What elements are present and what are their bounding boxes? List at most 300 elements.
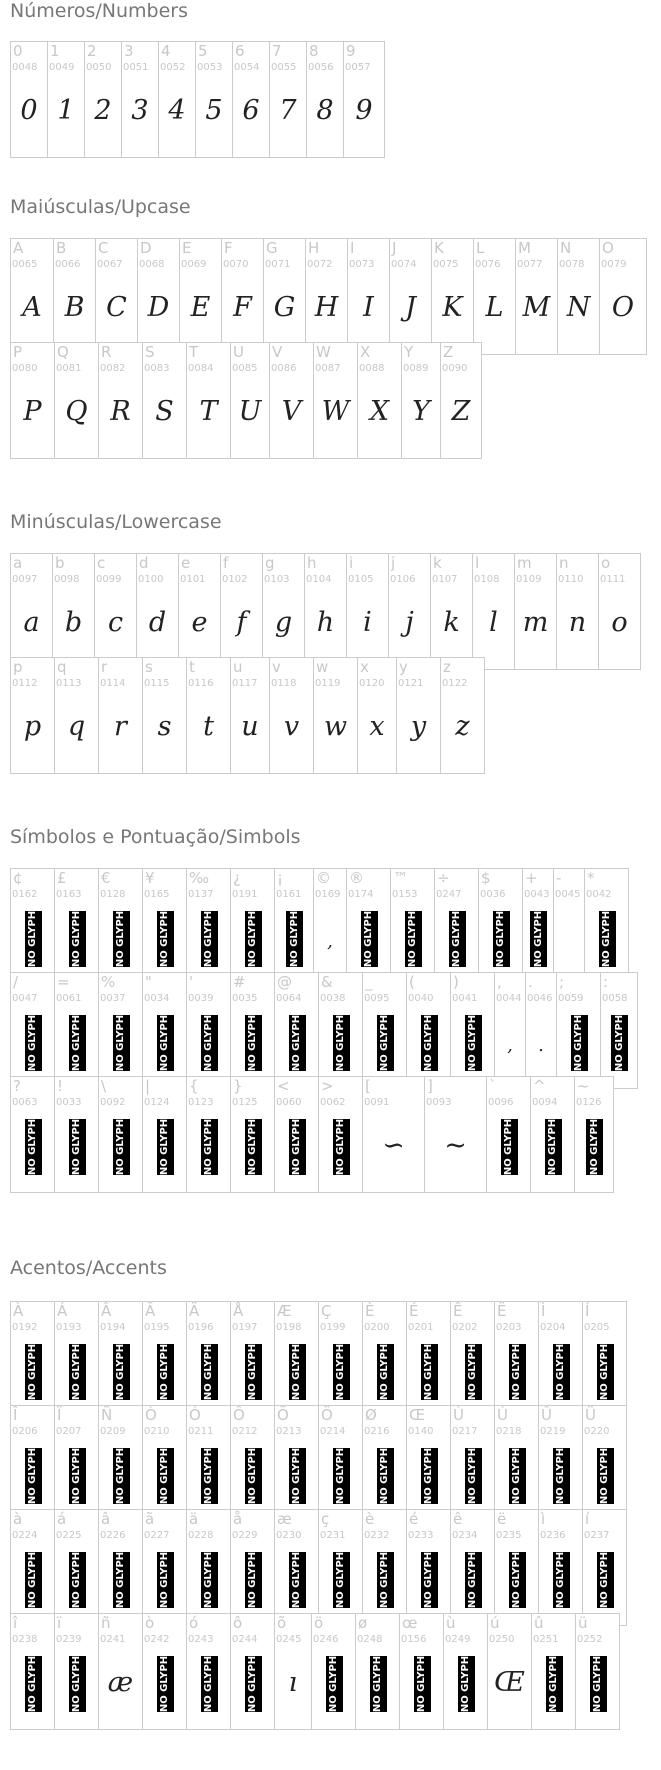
glyph-char-label: Y	[404, 343, 414, 361]
glyph-cell	[186, 342, 231, 459]
glyph-cell	[434, 868, 479, 985]
glyph-row	[10, 41, 661, 158]
glyph-sample: c	[107, 607, 124, 638]
no-glyph-badge	[377, 1015, 394, 1071]
glyph-cell	[94, 553, 137, 670]
glyph-char-label: ö	[314, 1614, 324, 1632]
glyph-cell	[54, 1509, 99, 1626]
no-glyph-text: NO GLYPH	[203, 1014, 214, 1072]
glyph-char-label: Â	[101, 1302, 112, 1320]
glyph-cell	[98, 1613, 143, 1730]
glyph-char-label: .	[528, 973, 533, 991]
no-glyph-badge	[245, 1015, 262, 1071]
glyph-code-label: 0068	[139, 259, 165, 270]
glyph-cell	[269, 41, 307, 158]
glyph-cell	[530, 1076, 575, 1193]
glyph-cell	[399, 1613, 444, 1730]
glyph-code-label: 0109	[516, 574, 542, 585]
glyph-cell	[274, 1076, 319, 1193]
no-glyph-text: NO GLYPH	[335, 1551, 346, 1609]
glyph-char-label: F	[224, 239, 233, 257]
glyph-code-label: 0216	[364, 1426, 390, 1437]
no-glyph-badge	[599, 911, 616, 967]
glyph-sample: g	[274, 607, 293, 638]
glyph-char-label: Ó	[189, 1406, 201, 1424]
glyph-code-label: 0124	[144, 1097, 170, 1108]
glyph-cell	[10, 868, 55, 985]
glyph-cell	[142, 1405, 187, 1522]
glyph-code-label: 0122	[442, 678, 468, 689]
glyph-cell	[487, 1613, 532, 1730]
glyph-sample: n	[568, 607, 587, 638]
no-glyph-badge	[465, 1015, 482, 1071]
no-glyph-badge	[289, 1015, 306, 1071]
glyph-code-label: 0105	[348, 574, 374, 585]
glyph-code-label: 0116	[188, 678, 214, 689]
glyph-sample: ,	[327, 931, 333, 952]
glyph-char-label: B	[56, 239, 67, 257]
section-title: Acentos/Accents	[10, 1257, 167, 1279]
glyph-cell	[494, 972, 526, 1089]
glyph-cell	[220, 553, 263, 670]
no-glyph-text: NO GLYPH	[423, 1551, 434, 1609]
no-glyph-text: NO GLYPH	[548, 1655, 559, 1713]
glyph-char-label: s	[145, 658, 153, 676]
no-glyph-badge	[157, 911, 174, 967]
glyph-char-label: Ü	[585, 1406, 596, 1424]
glyph-code-label: 0055	[271, 62, 297, 73]
no-glyph-text: NO GLYPH	[203, 1343, 214, 1401]
glyph-cell	[406, 972, 451, 1089]
glyph-char-label: a	[13, 554, 23, 572]
glyph-char-label: _	[365, 973, 373, 991]
glyph-cell	[142, 342, 187, 459]
section-title: Minúsculas/Lowercase	[10, 511, 222, 533]
glyph-cell	[136, 553, 179, 670]
glyph-sample: 6	[242, 95, 260, 126]
glyph-cell	[179, 238, 222, 355]
glyph-char-label: '	[189, 973, 194, 991]
no-glyph-badge	[201, 1119, 218, 1175]
glyph-sample: Œ	[494, 1667, 525, 1698]
glyph-cell	[443, 1613, 488, 1730]
glyph-code-label: 0162	[12, 889, 38, 900]
glyph-code-label: 0099	[96, 574, 122, 585]
glyph-cell	[269, 342, 314, 459]
glyph-code-label: 0233	[408, 1530, 434, 1541]
no-glyph-text: NO GLYPH	[115, 1447, 126, 1505]
glyph-code-label: 0121	[398, 678, 424, 689]
glyph-char-label: é	[409, 1510, 419, 1528]
glyph-char-label: o	[601, 554, 611, 572]
glyph-code-label: 0137	[188, 889, 214, 900]
no-glyph-text: NO GLYPH	[467, 1447, 478, 1505]
glyph-cell	[10, 657, 55, 774]
glyph-cell	[142, 1613, 187, 1730]
no-glyph-text: NO GLYPH	[247, 910, 258, 968]
no-glyph-badge	[69, 1119, 86, 1175]
no-glyph-badge	[597, 1344, 614, 1400]
no-glyph-text: NO GLYPH	[467, 1551, 478, 1609]
glyph-code-label: 0113	[56, 678, 82, 689]
glyph-code-label: 0169	[315, 889, 341, 900]
glyph-code-label: 0161	[276, 889, 302, 900]
glyph-char-label: ä	[189, 1510, 199, 1528]
glyph-char-label: h	[307, 554, 317, 572]
no-glyph-badge	[25, 1448, 42, 1504]
glyph-char-label: À	[13, 1302, 24, 1320]
glyph-sample: Q	[65, 396, 88, 427]
no-glyph-text: NO GLYPH	[71, 1655, 82, 1713]
no-glyph-text: NO GLYPH	[379, 1551, 390, 1609]
no-glyph-text: NO GLYPH	[27, 1551, 38, 1609]
glyph-char-label: ã	[145, 1510, 155, 1528]
no-glyph-badge	[377, 1552, 394, 1608]
glyph-cell	[575, 1613, 620, 1730]
glyph-cell	[230, 868, 275, 985]
glyph-char-label: Ï	[57, 1406, 62, 1424]
glyph-code-label: 0043	[524, 889, 550, 900]
no-glyph-badge	[377, 1344, 394, 1400]
glyph-sample: t	[203, 711, 214, 742]
glyph-cell	[514, 553, 557, 670]
glyph-code-label: 0225	[56, 1530, 82, 1541]
glyph-sample: B	[64, 292, 85, 323]
glyph-cell	[556, 972, 601, 1089]
no-glyph-text: NO GLYPH	[247, 1551, 258, 1609]
glyph-cell	[10, 342, 55, 459]
glyph-cell	[357, 342, 402, 459]
glyph-code-label: 0106	[390, 574, 416, 585]
glyph-row	[10, 1509, 661, 1626]
glyph-char-label: Œ	[409, 1406, 426, 1424]
glyph-code-label: 0194	[100, 1322, 126, 1333]
glyph-cell	[230, 1509, 275, 1626]
glyph-sample: u	[241, 711, 259, 742]
glyph-char-label: `	[489, 1077, 497, 1095]
glyph-cell	[230, 1076, 275, 1193]
no-glyph-text: NO GLYPH	[203, 1655, 214, 1713]
no-glyph-text: NO GLYPH	[451, 910, 462, 968]
glyph-char-label: ù	[446, 1614, 456, 1632]
no-glyph-text: NO GLYPH	[423, 1343, 434, 1401]
glyph-cell	[98, 1405, 143, 1522]
glyph-cell	[357, 657, 397, 774]
section-title: Símbolos e Pontuação/Simbols	[10, 826, 301, 848]
glyph-cell	[531, 1613, 576, 1730]
no-glyph-text: NO GLYPH	[27, 1447, 38, 1505]
no-glyph-badge	[465, 1552, 482, 1608]
glyph-char-label: K	[434, 239, 444, 257]
glyph-row	[10, 1405, 661, 1522]
glyph-code-label: 0228	[188, 1530, 214, 1541]
glyph-cell	[318, 1301, 363, 1418]
no-glyph-text: NO GLYPH	[599, 1343, 610, 1401]
glyph-char-label: ç	[321, 1510, 330, 1528]
glyph-cell	[98, 972, 143, 1089]
glyph-code-label: 0244	[232, 1634, 258, 1645]
glyph-char-label: ò	[145, 1614, 155, 1632]
glyph-cell	[486, 1076, 531, 1193]
no-glyph-badge	[157, 1119, 174, 1175]
glyph-char-label: G	[266, 239, 278, 257]
glyph-code-label: 0046	[527, 993, 553, 1004]
glyph-code-label: 0201	[408, 1322, 434, 1333]
glyph-code-label: 0070	[223, 259, 249, 270]
glyph-code-label: 0081	[56, 363, 82, 374]
no-glyph-badge	[69, 1552, 86, 1608]
glyph-code-label: 0165	[144, 889, 170, 900]
no-glyph-badge	[465, 1448, 482, 1504]
glyph-sample: æ	[107, 1667, 134, 1698]
glyph-char-label: ô	[233, 1614, 243, 1632]
glyph-char-label: >	[321, 1077, 334, 1095]
glyph-code-label: 0090	[442, 363, 468, 374]
glyph-code-label: 0088	[359, 363, 385, 374]
no-glyph-badge	[113, 1015, 130, 1071]
glyph-cell	[186, 1076, 231, 1193]
glyph-char-label: 4	[161, 42, 171, 60]
glyph-cell	[582, 1301, 627, 1418]
no-glyph-badge	[509, 1552, 526, 1608]
no-glyph-text: NO GLYPH	[460, 1655, 471, 1713]
glyph-row	[10, 1076, 661, 1193]
glyph-code-label: 0092	[100, 1097, 126, 1108]
glyph-cell	[362, 1076, 425, 1193]
glyph-cell	[84, 41, 122, 158]
glyph-char-label: \	[101, 1077, 107, 1095]
no-glyph-badge	[286, 911, 303, 967]
glyph-sample: K	[442, 292, 463, 323]
glyph-cell	[390, 868, 435, 985]
no-glyph-text: NO GLYPH	[115, 1551, 126, 1609]
no-glyph-badge	[553, 1448, 570, 1504]
glyph-code-label: 0115	[144, 678, 170, 689]
no-glyph-badge	[113, 1552, 130, 1608]
glyph-char-label: +	[525, 869, 538, 887]
no-glyph-text: NO GLYPH	[71, 1118, 82, 1176]
no-glyph-badge	[421, 1015, 438, 1071]
glyph-char-label: û	[534, 1614, 544, 1632]
glyph-cell	[313, 868, 347, 985]
glyph-char-label: S	[145, 343, 155, 361]
glyph-code-label: 0086	[271, 363, 297, 374]
glyph-char-label: !	[57, 1077, 64, 1095]
glyph-char-label: )	[453, 973, 459, 991]
glyph-char-label: Æ	[277, 1302, 292, 1320]
no-glyph-text: NO GLYPH	[247, 1343, 258, 1401]
glyph-cell	[230, 657, 270, 774]
glyph-char-label: d	[139, 554, 149, 572]
no-glyph-text: NO GLYPH	[555, 1343, 566, 1401]
glyph-char-label: ]	[427, 1077, 433, 1095]
glyph-cell	[304, 553, 347, 670]
glyph-cell	[53, 238, 96, 355]
glyph-code-label: 0163	[56, 889, 82, 900]
no-glyph-badge	[25, 1344, 42, 1400]
glyph-char-label: i	[349, 554, 354, 572]
no-glyph-text: NO GLYPH	[372, 1655, 383, 1713]
no-glyph-badge	[157, 1344, 174, 1400]
glyph-cell	[47, 41, 85, 158]
glyph-char-label: y	[399, 658, 408, 676]
no-glyph-badge	[509, 1344, 526, 1400]
no-glyph-badge	[25, 911, 42, 967]
glyph-code-label: 0039	[188, 993, 214, 1004]
glyph-cell	[274, 1301, 319, 1418]
no-glyph-badge	[245, 1448, 262, 1504]
glyph-code-label: 0035	[232, 993, 258, 1004]
glyph-char-label: A	[13, 239, 24, 257]
no-glyph-text: NO GLYPH	[247, 1014, 258, 1072]
glyph-sample: J	[405, 292, 416, 323]
glyph-cell	[473, 238, 516, 355]
glyph-code-label: 0199	[320, 1322, 346, 1333]
no-glyph-text: NO GLYPH	[379, 1014, 390, 1072]
glyph-cell	[54, 657, 99, 774]
no-glyph-text: NO GLYPH	[159, 1655, 170, 1713]
glyph-cell	[494, 1405, 539, 1522]
glyph-cell	[230, 342, 270, 459]
glyph-sample: k	[443, 607, 460, 638]
glyph-cell	[424, 1076, 487, 1193]
no-glyph-text: NO GLYPH	[203, 910, 214, 968]
glyph-cell	[230, 972, 275, 1089]
glyph-sample: V	[281, 396, 302, 427]
glyph-sample: O	[611, 292, 635, 323]
no-glyph-text: NO GLYPH	[511, 1343, 522, 1401]
glyph-char-label: Ì	[541, 1302, 546, 1320]
glyph-cell	[230, 1613, 275, 1730]
glyph-code-label: 0217	[452, 1426, 478, 1437]
glyph-cell	[406, 1509, 451, 1626]
glyph-grid	[10, 868, 661, 1193]
no-glyph-text: NO GLYPH	[288, 910, 300, 968]
glyph-char-label: Á	[57, 1302, 68, 1320]
glyph-cell	[346, 868, 391, 985]
glyph-cell	[600, 972, 638, 1089]
glyph-sample: F	[233, 292, 252, 323]
glyph-code-label: 0094	[532, 1097, 558, 1108]
glyph-char-label: ë	[497, 1510, 507, 1528]
no-glyph-text: NO GLYPH	[467, 1343, 478, 1401]
glyph-code-label: 0204	[540, 1322, 566, 1333]
glyph-code-label: 0203	[496, 1322, 522, 1333]
glyph-char-label: $	[481, 869, 491, 887]
glyph-code-label: 0110	[558, 574, 584, 585]
glyph-char-label: *	[587, 869, 595, 887]
glyph-code-label: 0069	[181, 259, 207, 270]
no-glyph-badge	[201, 1344, 218, 1400]
no-glyph-text: NO GLYPH	[27, 910, 38, 968]
glyph-sample: r	[114, 711, 127, 742]
glyph-cell	[274, 1613, 312, 1730]
glyph-code-label: 0033	[56, 1097, 82, 1108]
no-glyph-badge	[113, 1344, 130, 1400]
glyph-cell	[98, 868, 143, 985]
glyph-code-label: 0197	[232, 1322, 258, 1333]
glyph-code-label: 0079	[601, 259, 627, 270]
no-glyph-badge	[113, 1119, 130, 1175]
glyph-char-label: O	[602, 239, 614, 257]
no-glyph-text: NO GLYPH	[379, 1447, 390, 1505]
glyph-char-label: N	[560, 239, 572, 257]
no-glyph-text: NO GLYPH	[115, 910, 126, 968]
no-glyph-badge	[590, 1656, 607, 1712]
glyph-code-label: 0118	[271, 678, 297, 689]
glyph-sample: ,	[507, 1035, 513, 1056]
glyph-code-label: 0074	[391, 259, 417, 270]
glyph-cell	[318, 1509, 363, 1626]
no-glyph-badge	[546, 1656, 563, 1712]
glyph-char-label: X	[360, 343, 371, 361]
glyph-char-label: q	[57, 658, 67, 676]
glyph-cell	[313, 342, 358, 459]
glyph-cell	[318, 1076, 363, 1193]
glyph-sample: U	[238, 396, 262, 427]
no-glyph-text: NO GLYPH	[71, 910, 82, 968]
no-glyph-badge	[245, 1656, 262, 1712]
glyph-char-label: x	[360, 658, 369, 676]
glyph-cell	[142, 657, 187, 774]
no-glyph-badge	[421, 1344, 438, 1400]
no-glyph-badge	[333, 1015, 350, 1071]
glyph-code-label: 0123	[188, 1097, 214, 1108]
glyph-cell	[10, 553, 53, 670]
glyph-cell	[515, 238, 558, 355]
glyph-code-label: 0067	[97, 259, 123, 270]
glyph-cell	[263, 238, 306, 355]
glyph-cell	[232, 41, 270, 158]
glyph-char-label: &	[321, 973, 333, 991]
glyph-sample: i	[363, 607, 372, 638]
glyph-cell	[10, 238, 54, 355]
glyph-char-label: V	[272, 343, 283, 361]
section-title: Números/Numbers	[10, 0, 188, 22]
glyph-char-label: É	[409, 1302, 419, 1320]
glyph-char-label: í	[585, 1510, 590, 1528]
no-glyph-badge	[449, 911, 466, 967]
glyph-code-label: 0224	[12, 1530, 38, 1541]
glyph-cell	[450, 1509, 495, 1626]
glyph-grid	[10, 41, 661, 158]
no-glyph-badge	[245, 1119, 262, 1175]
glyph-cell	[158, 41, 196, 158]
no-glyph-badge	[289, 1448, 306, 1504]
glyph-cell	[98, 1301, 143, 1418]
glyph-cell	[274, 1405, 319, 1522]
no-glyph-badge	[289, 1344, 306, 1400]
glyph-code-label: 0125	[232, 1097, 258, 1108]
glyph-char-label: #	[233, 973, 246, 991]
glyph-char-label: ,	[497, 973, 502, 991]
no-glyph-text: NO GLYPH	[511, 1551, 522, 1609]
glyph-cell	[262, 553, 305, 670]
glyph-cell	[396, 657, 441, 774]
no-glyph-badge	[326, 1656, 343, 1712]
glyph-char-label: Û	[541, 1406, 552, 1424]
glyph-char-label: j	[391, 554, 396, 572]
glyph-code-label: 0226	[100, 1530, 126, 1541]
glyph-code-label: 0156	[401, 1634, 427, 1645]
glyph-char-label: ©	[316, 869, 331, 887]
glyph-cell	[10, 1613, 55, 1730]
glyph-char-label: g	[265, 554, 275, 572]
glyph-sample: Z	[451, 396, 471, 427]
glyph-code-label: 0091	[364, 1097, 390, 1108]
glyph-char-label: "	[145, 973, 152, 991]
no-glyph-badge	[421, 1448, 438, 1504]
